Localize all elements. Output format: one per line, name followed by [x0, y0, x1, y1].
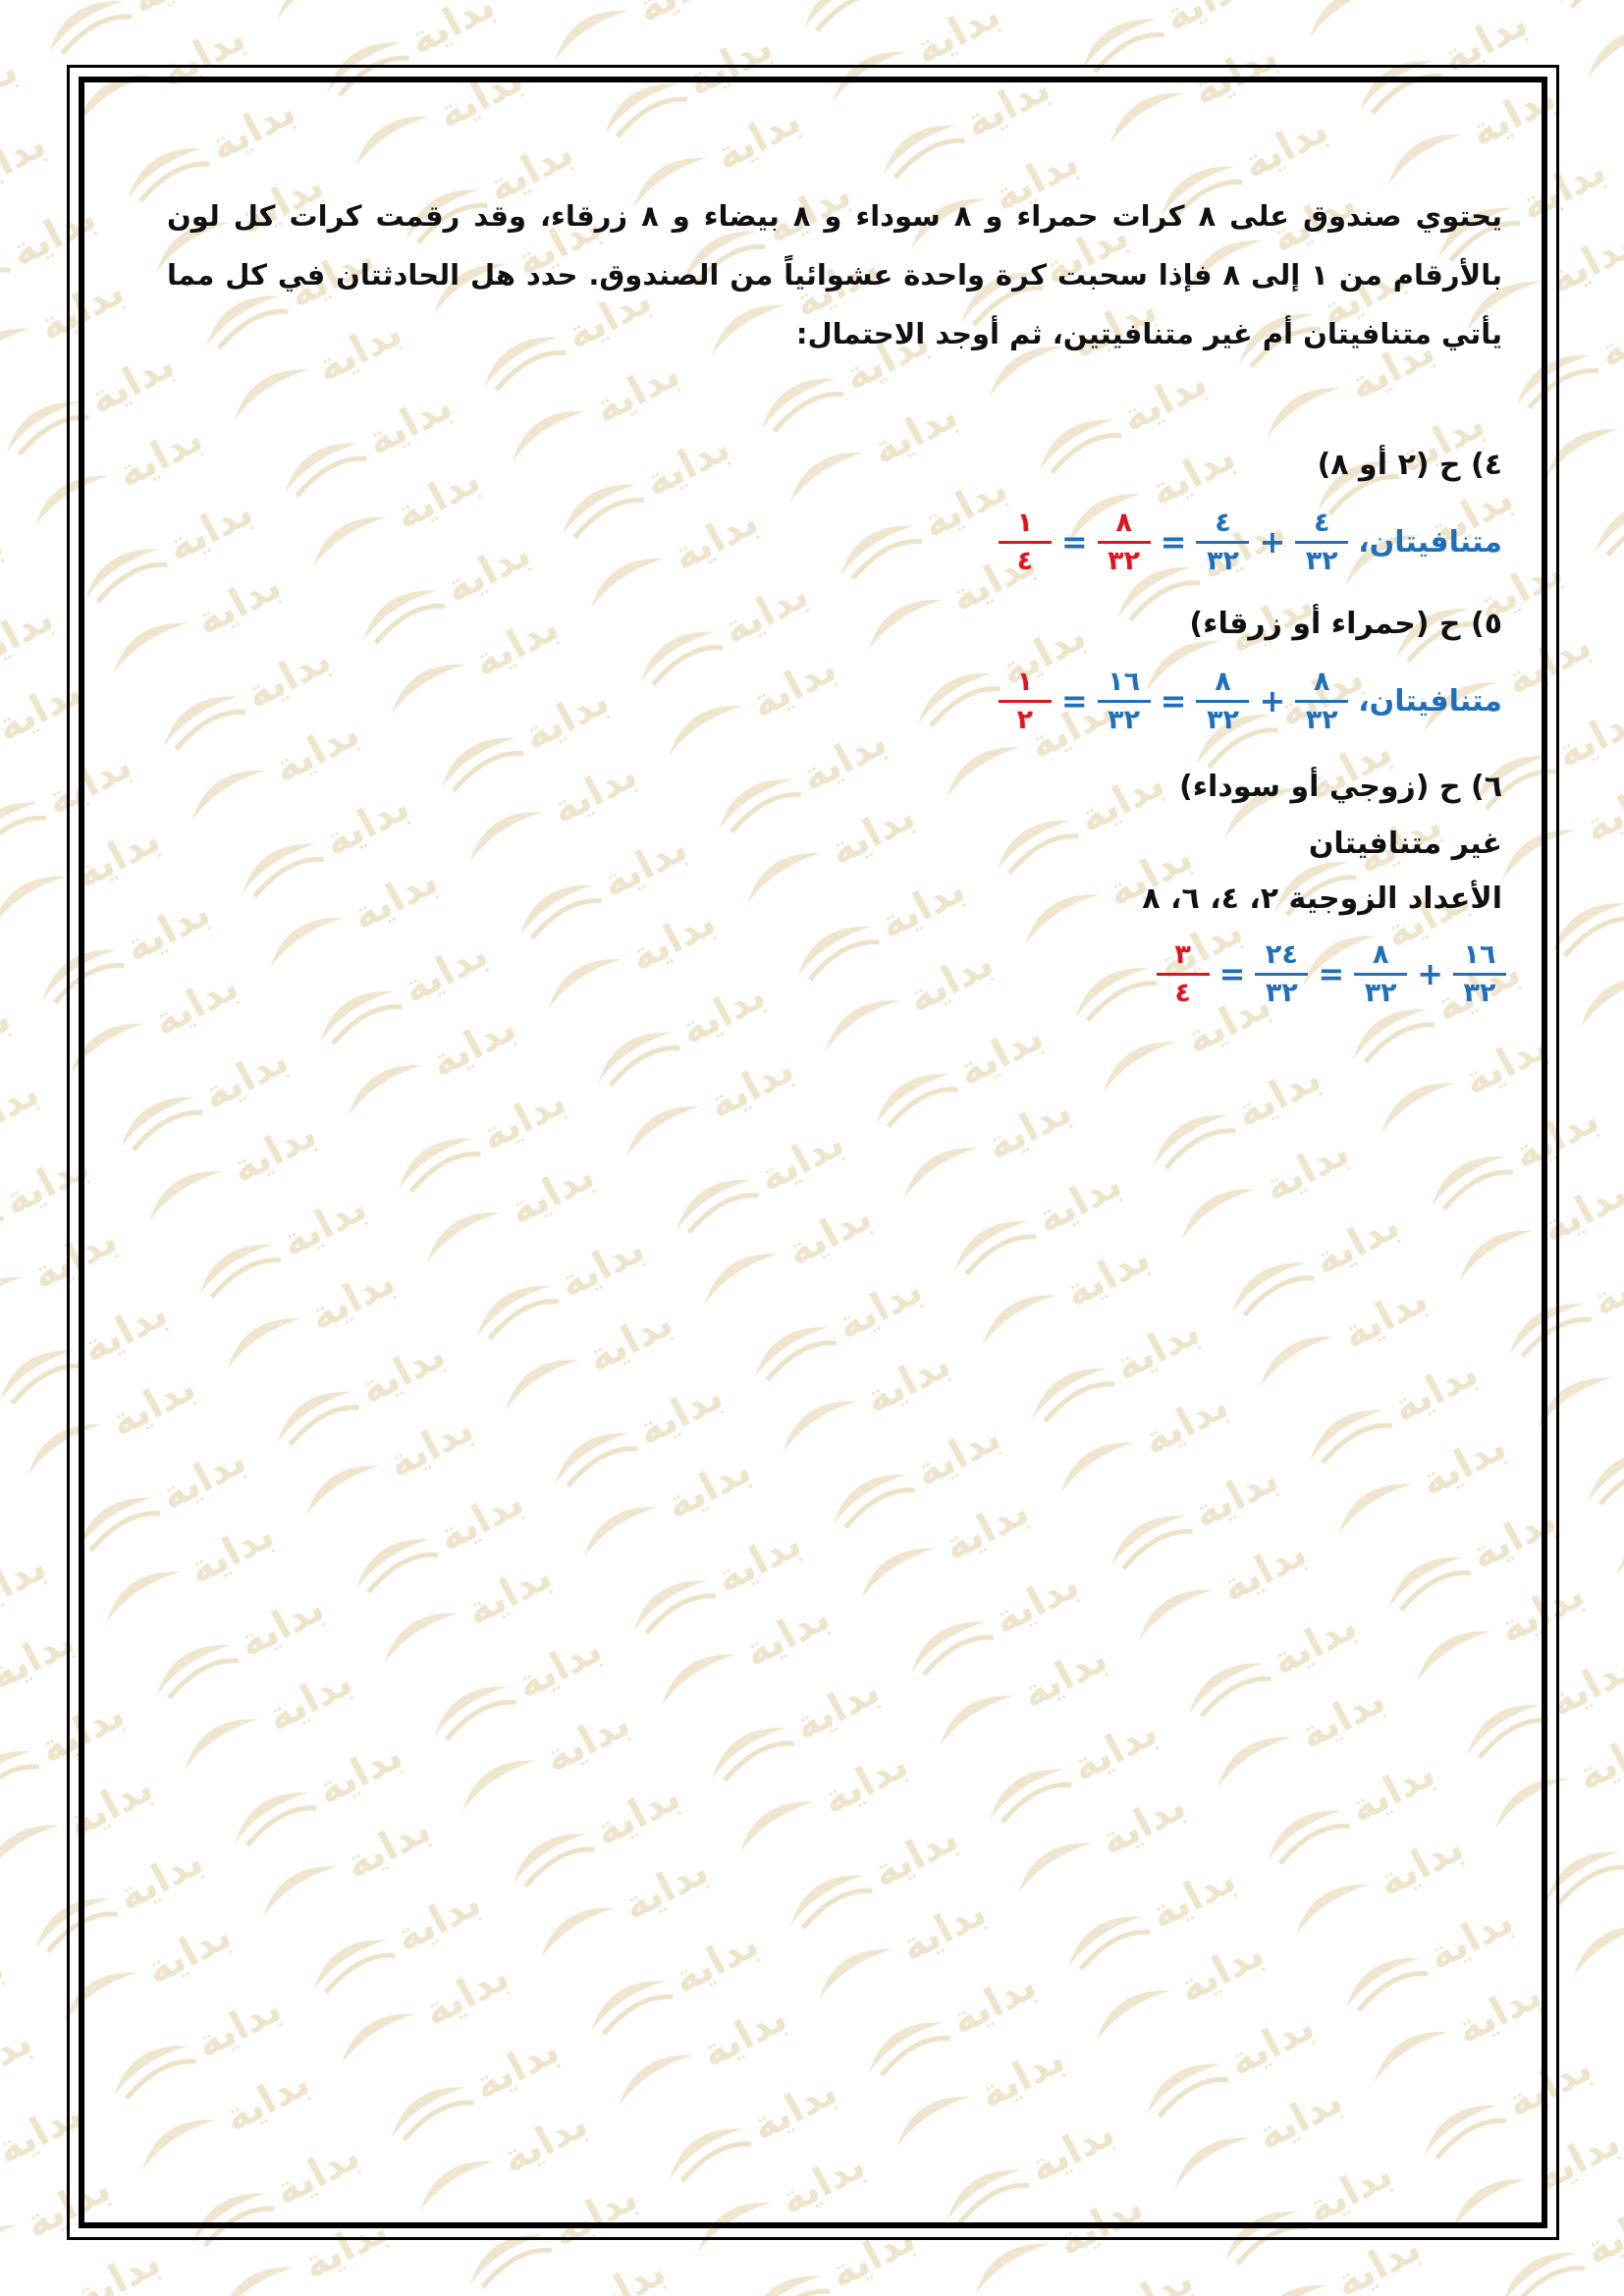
equals-sign: = — [1060, 682, 1088, 720]
problem-statement: يحتوي صندوق على ٨ كرات حمراء و ٨ سوداء و ٨ بيضاء و ٨ زرقاء، وقد رقمت كرات كل لون بالأرقام من ١ إلى ٨ فإذا سحبت كرة واحدة عشوائياً من الصندوق. حدد هل الحادثتان في كل مما يأتي متنافيتان أم غير متنافيتين، ثم أوجد الاحتمال: — [167, 199, 1502, 350]
fraction-result: $\frac{٣}{٤}$ — [1161, 940, 1206, 1008]
equals-sign: = — [1160, 682, 1187, 720]
fraction: $\frac{٨}{٣٢}$ — [1299, 667, 1344, 735]
fraction: $\frac{١٦}{٣٢}$ — [1102, 667, 1147, 735]
question-6-answer — [167, 927, 1502, 1021]
answer-label: متنافيتان، — [1358, 683, 1502, 719]
question-4-title: ٤) ح (٢ أو ٨) — [1317, 448, 1502, 482]
worksheet-content — [167, 187, 1502, 1021]
answer-label: متنافيتان، — [1358, 524, 1502, 560]
plus-sign: + — [1417, 955, 1443, 992]
plus-sign: + — [1259, 682, 1286, 720]
fraction-result: $\frac{١}{٢}$ — [1002, 667, 1048, 735]
question-6-title: ٦) ح (زوجي أو سوداء) — [1179, 770, 1502, 804]
plus-sign: + — [1259, 523, 1286, 561]
fraction: $\frac{٤}{٣٢}$ — [1200, 508, 1245, 576]
fraction: $\frac{٢٤}{٣٢}$ — [1259, 940, 1304, 1008]
question-5-answer — [167, 654, 1502, 748]
fraction: $\frac{٨}{٣٢}$ — [1358, 940, 1403, 1008]
equals-sign: = — [1160, 523, 1187, 561]
equals-sign: = — [1060, 523, 1088, 561]
fraction-result: $\frac{١}{٤}$ — [1002, 508, 1048, 576]
fraction: $\frac{٨}{٣٢}$ — [1200, 667, 1245, 735]
equals-sign: = — [1318, 955, 1345, 992]
question-5-title: ٥) ح (حمراء أو زرقاء) — [1189, 607, 1502, 641]
question-4-answer — [167, 495, 1502, 589]
fraction: $\frac{٤}{٣٢}$ — [1299, 508, 1344, 576]
equals-sign: = — [1218, 955, 1246, 992]
even-numbers-line: الأعداد الزوجية ٢، ٤، ٦، ٨ — [1142, 881, 1502, 916]
fraction: $\frac{٨}{٣٢}$ — [1102, 508, 1147, 576]
question-6-result: غير متنافيتان — [1308, 827, 1502, 861]
fraction: $\frac{١٦}{٣٢}$ — [1457, 940, 1502, 1008]
